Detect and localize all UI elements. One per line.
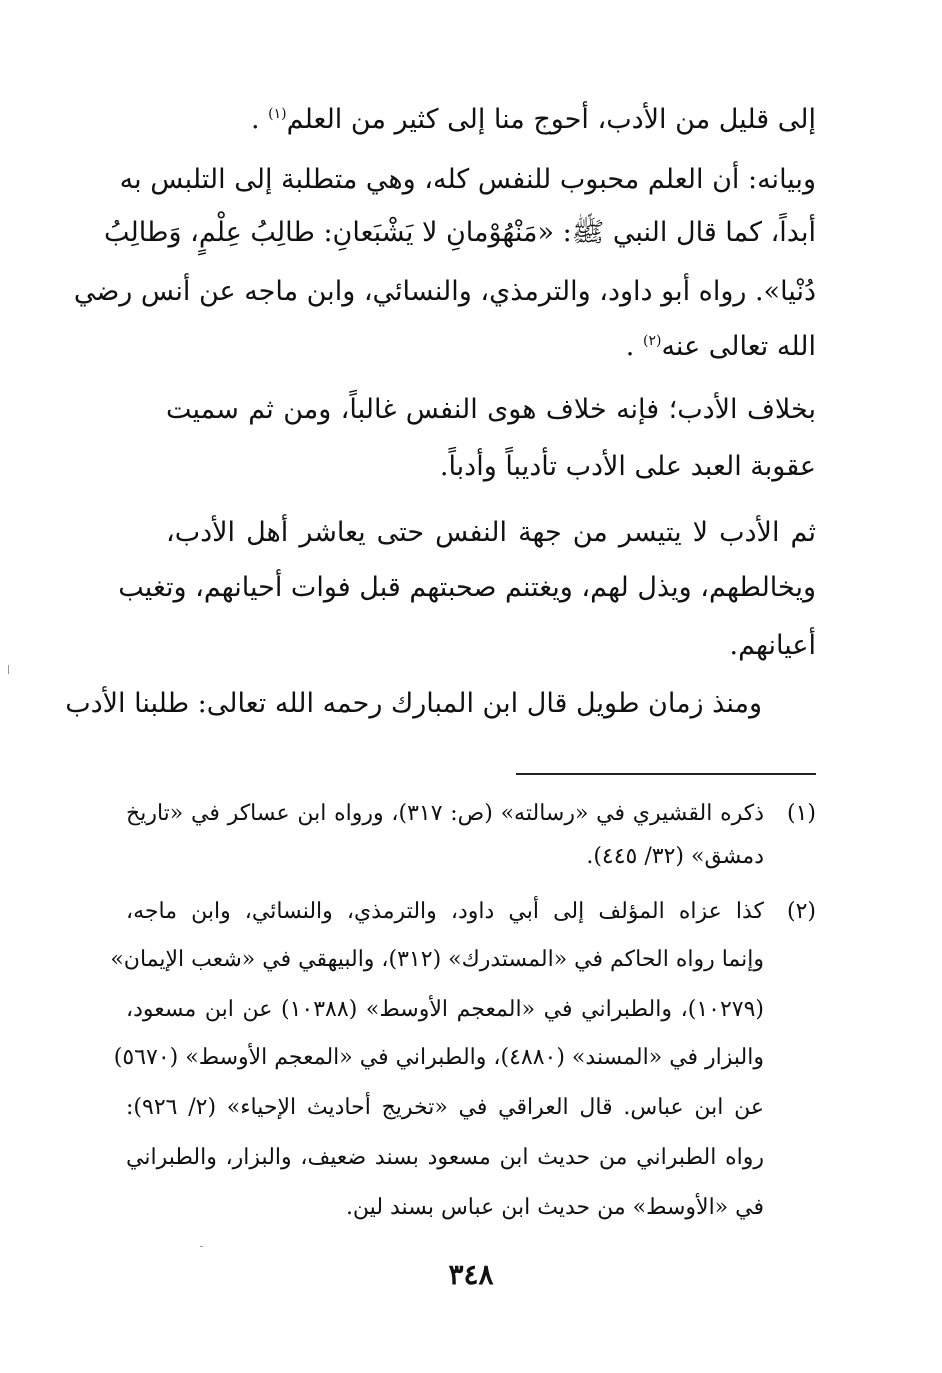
scan-speck — [8, 665, 9, 674]
body-line-5-text: الله تعالى عنه — [661, 331, 816, 362]
body-line-8: ثم الأدب لا يتيسر من جهة النفس حتى يعاشر أهل الأدب، — [166, 517, 816, 548]
footnote-2-line-2: وإنما رواه الحاكم في «المستدرك» (٣١٢)، والبيهقي في «شعب الإيمان» — [110, 947, 764, 972]
footnote-2-line-7: في «الأوسط» من حديث ابن عباس بسند لين. — [345, 1195, 764, 1220]
scan-speck — [200, 1246, 203, 1247]
body-line-1-text: إلى قليل من الأدب، أحوج منا إلى كثير من العلم — [286, 104, 816, 135]
body-line-10: أعيانهم. — [729, 630, 816, 661]
body-line-3: أبداً، كما قال النبي ﷺ: «مَنْهُوْمانِ لا يَشْبَعانِ: طالِبُ عِلْمٍ، وَطالِبُ — [104, 217, 816, 248]
footnote-2 — [110, 893, 816, 1233]
body-line-5 — [126, 327, 816, 367]
body-line-1 — [126, 100, 816, 140]
footnote-1 — [126, 795, 816, 875]
footnote-1-line-1: ذكره القشيري في «رسالته» (ص: ٣١٧)، ورواه ابن عساكر في «تاريخ — [126, 801, 764, 826]
body-line-5-tail: . — [625, 331, 635, 362]
body-line-1-tail: . — [250, 104, 260, 135]
body-line-9: ويخالطهم، ويذل لهم، ويغتنم صحبتهم قبل فوات أحيانهم، وتغيب — [118, 572, 816, 603]
footnote-2-line-1: كذا عزاه المؤلف إلى أبي داود، والترمذي، والنسائي، وابن ماجه، — [126, 899, 764, 924]
body-line-11: ومنذ زمان طويل قال ابن المبارك رحمه الله تعالى: طلبنا الأدب — [65, 688, 762, 719]
footnote-2-line-5: عن ابن عباس. قال العراقي في «تخريج أحاديث الإحياء» (٢/ ٩٢٦): — [126, 1095, 764, 1120]
footnote-ref-2: (٢) — [642, 333, 662, 349]
page-number: ٣٤٨ — [448, 1258, 494, 1291]
body-line-2: وبيانه: أن العلم محبوب للنفس كله، وهي متطلبة إلى التلبس به — [119, 164, 816, 195]
body-line-4: دُنْيا». رواه أبو داود، والترمذي، والنسائي، وابن ماجه عن أنس رضي — [73, 276, 816, 307]
body-line-7: عقوبة العبد على الأدب تأديباً وأدباً. — [439, 451, 816, 482]
footnote-2-line-6: رواه الطبراني من حديث ابن مسعود بسند ضعيف، والبزار، والطبراني — [126, 1145, 764, 1170]
footnote-separator — [516, 773, 816, 775]
footnote-2-line-3: (١٠٢٧٩)، والطبراني في «المعجم الأوسط» (١٠٣٨٨) عن ابن مسعود، — [126, 997, 764, 1022]
footnote-2-number: (٢) — [786, 899, 816, 924]
footnote-1-line-2: دمشق» (٣٢/ ٤٤٥). — [586, 844, 764, 869]
footnote-1-number: (١) — [786, 801, 816, 826]
footnote-2-line-4: والبزار في «المسند» (٤٨٨٠)، والطبراني في «المعجم الأوسط» (٥٦٧٠) — [113, 1045, 764, 1070]
footnote-ref-1: (١) — [268, 106, 287, 122]
body-line-6: بخلاف الأدب؛ فإنه خلاف هوى النفس غالباً، ومن ثم سميت — [166, 394, 816, 425]
